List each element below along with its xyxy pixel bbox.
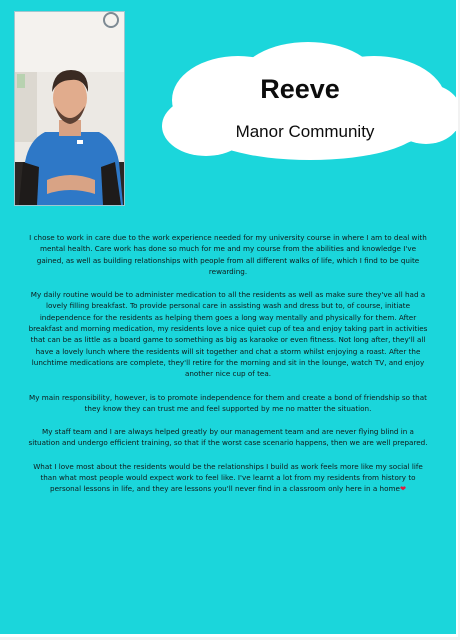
paragraph-2: My daily routine would be to administer medication to all the residents as well as make sure they've all had a lovely filling breakfast. To provide personal care in assisting wash and dress but to, of course, initiate independence for the residents as helping them goes a long way mentally and physically for them. After breakfast and morning medication, my residents love a nice quiet cup of tea and enjoy taking part in activities that can be as little as a board game to something as big as karaoke or even fitness. Not long after, they'll all have a lovely lunch where the residents will sit together and chat a storm whilst enjoying a roast. After the lunchtime medications are complete, they'll retire for the morning and sit in the lounge, watch TV, and enjoy another nice cup of tea.: [28, 290, 428, 379]
paragraph-3: My main responsibility, however, is to promote independence for them and create a bond of friendship so that they know they can trust me and feel supported by me no matter the situation.: [29, 392, 427, 413]
community-name: Manor Community: [235, 122, 375, 141]
staff-photo-image: [15, 12, 124, 205]
paragraph-4: My staff team and I are always helped greatly by our management team and are never flying blind in a situation and undergo efficient training, so that if the worst case scenario happens, then we are well prepared.: [28, 427, 428, 448]
staff-photo: [14, 11, 125, 206]
heart-icon: ❤: [399, 484, 406, 494]
paragraph-5: [28, 461, 428, 495]
paragraph-5-text: What I love most about the residents would be the relationships I build as work feels more like my social life than what most people would expect work to feel like. I've learnt a lot from my residents from history to personal lessons in life, and they are lessons you'll never find in a classroom only here in a home: [33, 461, 423, 494]
paragraph-1: I chose to work in care due to the work experience needed for my university course in where I am to deal with mental health. Care work has done so much for me and my course from the abilities and knowledge I've gained, as well as building relationships with people from all different walks of life, which I find to be quite rewarding.: [29, 233, 427, 276]
profile-text: [28, 232, 428, 507]
staff-name: Reeve: [260, 74, 340, 104]
